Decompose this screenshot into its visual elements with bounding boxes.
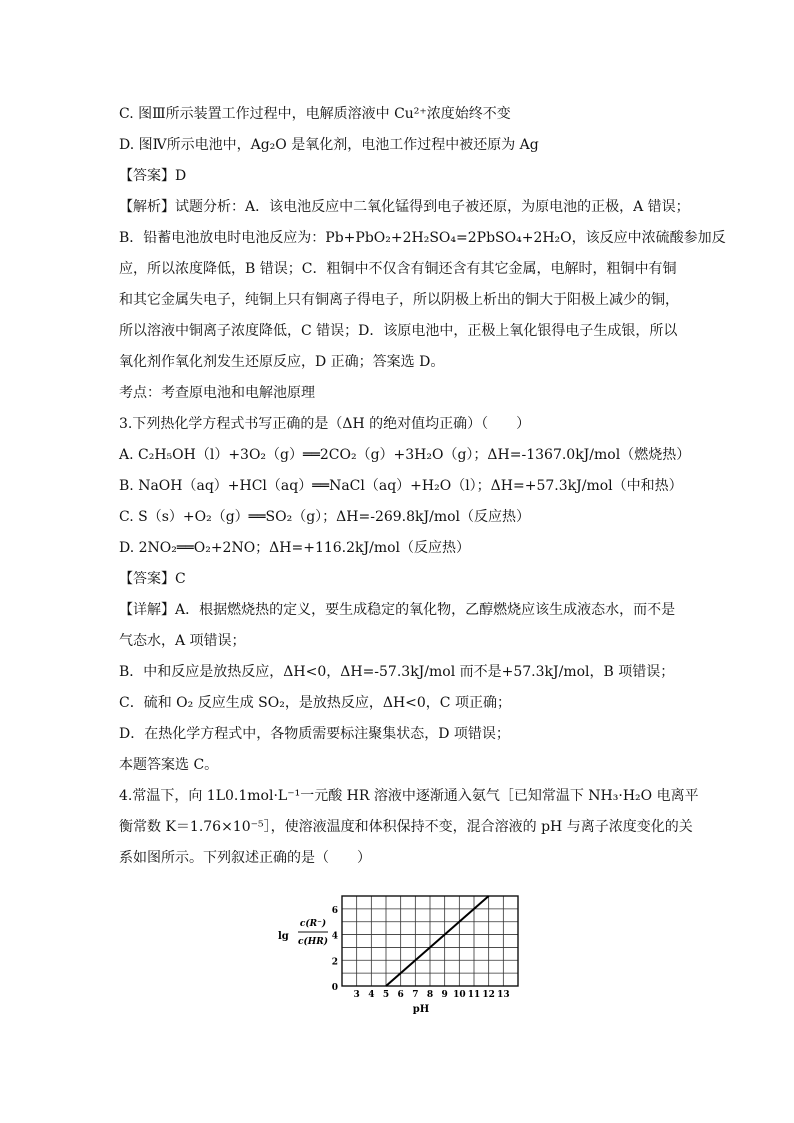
text-line: B．中和反应是放热反应，ΔH<0，ΔH=-57.3kJ/mol 而不是+57.3kJ/mol，B 项错误； [119, 664, 675, 680]
series-line [386, 896, 489, 986]
text-line: 气态水，A 项错误； [119, 633, 246, 649]
text-line: B．铅蓄电池放电时电池反应为：Pb+PbO₂+2H₂SO₄=2PbSO₄+2H₂O，该反应中浓硫酸参加反 [119, 230, 726, 246]
x-tick-label: 11 [467, 990, 481, 1000]
y-tick-labels [332, 906, 338, 993]
text-line: A. C₂H₅OH（l）+3O₂（g）══2CO₂（g）+3H₂O（g）；ΔH=-1367.0kJ/mol（燃烧热） [119, 447, 691, 463]
text-line: 考点：考查原电池和电解池原理 [119, 385, 315, 401]
text-line: 本题答案选 C。 [119, 757, 219, 773]
text-line: D. 2NO₂══O₂+2NO；ΔH=+116.2kJ/mol（反应热） [119, 540, 471, 556]
x-axis-label: pH [412, 1004, 430, 1015]
y-tick-label: 0 [331, 983, 338, 993]
x-tick-label: 10 [453, 990, 466, 1000]
x-tick-label: 7 [412, 990, 419, 1000]
text-line: D. 图Ⅳ所示电池中，Ag₂O 是氧化剂，电池工作过程中被还原为 Ag [119, 137, 539, 153]
text-line: D．在热化学方程式中，各物质需要标注聚集状态，D 项错误； [119, 726, 510, 742]
x-tick-label: 8 [426, 990, 434, 1000]
text-line: 和其它金属失电子，纯铜上只有铜离子得电子，所以阴极上析出的铜大于阳极上减少的铜， [119, 292, 679, 308]
text-line: C. S（s）+O₂（g）══SO₂（g）；ΔH=-269.8kJ/mol（反应热） [119, 509, 531, 525]
y-tick-label: 2 [331, 957, 338, 968]
chart-grid [342, 896, 518, 986]
y-axis-label [278, 918, 328, 947]
ph-chart [276, 888, 536, 1018]
y-label-prefix: lg [278, 931, 289, 942]
x-tick-label: 9 [441, 990, 448, 1000]
text-line: 衡常数 K＝1.76×10⁻⁵］，使溶液温度和体积保持不变，混合溶液的 pH 与离子浓度变化的关 [119, 819, 693, 835]
text-line: 3.下列热化学方程式书写正确的是（ΔH 的绝对值均正确）（ ） [119, 416, 531, 432]
text-line: 氧化剂作氧化剂发生还原反应，D 正确；答案选 D。 [119, 354, 445, 370]
x-tick-labels [354, 990, 510, 1000]
x-tick-label: 3 [353, 990, 360, 1000]
text-line: C．硫和 O₂ 反应生成 SO₂，是放热反应，ΔH<0，C 项正确； [119, 695, 511, 711]
x-tick-label: 6 [397, 990, 404, 1000]
text-line: 【答案】C [119, 571, 186, 587]
y-label-numerator: c(R⁻) [299, 919, 327, 929]
text-line: B. NaOH（aq）+HCl（aq）══NaCl（aq）+H₂O（l）；ΔH=+57.3kJ/mol（中和热） [119, 478, 683, 494]
y-tick-label: 4 [331, 931, 338, 942]
x-tick-label: 13 [497, 990, 510, 1000]
chart-series [386, 896, 489, 986]
text-line: 所以溶液中铜离子浓度降低，C 错误；D．该原电池中，正极上氧化银得电子生成银，所以 [119, 323, 678, 339]
x-tick-label: 4 [368, 990, 375, 1000]
x-tick-label: 12 [482, 990, 495, 1000]
text-line: 系如图所示。下列叙述正确的是（ ） [119, 850, 371, 866]
text-line: 4.常温下，向 1L0.1mol·L⁻¹一元酸 HR 溶液中逐渐通入氨气［已知常温下 NH₃·H₂O 电离平 [119, 788, 699, 804]
y-tick-label: 6 [331, 905, 338, 916]
text-line: 【详解】A．根据燃烧热的定义，要生成稳定的氧化物，乙醇燃烧应该生成液态水，而不是 [119, 602, 676, 618]
y-label-denominator: c(HR) [298, 937, 328, 947]
text-line: C. 图Ⅲ所示装置工作过程中，电解质溶液中 Cu²⁺浓度始终不变 [119, 106, 511, 122]
text-line: 【解析】试题分析：A．该电池反应中二氧化锰得到电子被还原，为原电池的正极，A 错误； [119, 199, 690, 215]
text-line: 【答案】D [119, 168, 187, 184]
x-tick-label: 5 [382, 990, 390, 1000]
text-line: 应，所以浓度降低，B 错误；C．粗铜中不仅含有铜还含有其它金属，电解时，粗铜中有铜 [119, 261, 677, 277]
